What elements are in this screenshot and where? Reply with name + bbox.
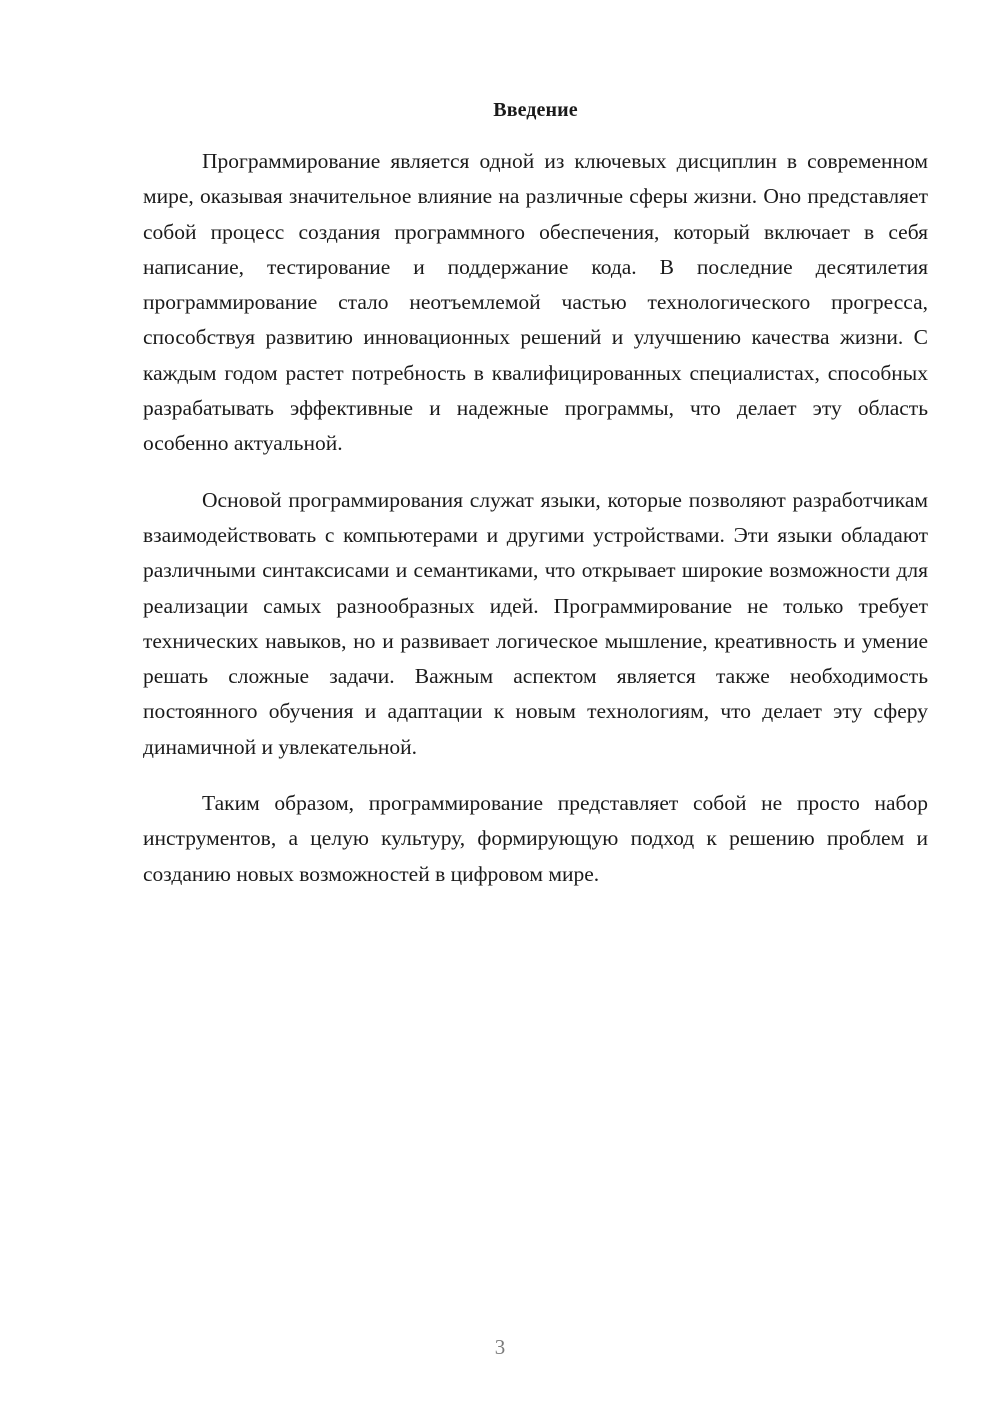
paragraph-2: Основой программирования служат языки, которые позволяют разработчикам взаимодействовать с компьютерами и другими устройствами. Эти языки обладают различными синтаксисами и семантиками, что открывает широкие возможности для реализации самых разнообразных идей. Программирование не только требует технических навыков, но и развивает логическое мышление, креативность и умение решать сложные задачи. Важным аспектом является также необходимость постоянного обучения и адаптации к новым технологиям, что делает эту сферу динамичной и увлекательной. (143, 487, 928, 759)
page-content (143, 96, 928, 913)
section-title: Введение (493, 99, 578, 121)
page-number: 3 (494, 1335, 506, 1359)
paragraph-3: Таким образом, программирование представляет собой не просто набор инструментов, а целую культуру, формирующую подход к решению проблем и созданию новых возможностей в цифровом мире. (143, 791, 928, 886)
paragraph-1: Программирование является одной из ключевых дисциплин в современном мире, оказывая значительное влияние на различные сферы жизни. Оно представляет собой процесс создания программного обеспечения, который включает в себя написание, тестирование и поддержание кода. В последние десятилетия программирование стало неотъемлемой частью технологического прогресса, способствуя развитию инновационных решений и улучшению качества жизни. С каждым годом растет потребность в квалифицированных специалистах, способных разрабатывать эффективные и надежные программы, что делает эту область особенно актуальной. (143, 149, 928, 456)
